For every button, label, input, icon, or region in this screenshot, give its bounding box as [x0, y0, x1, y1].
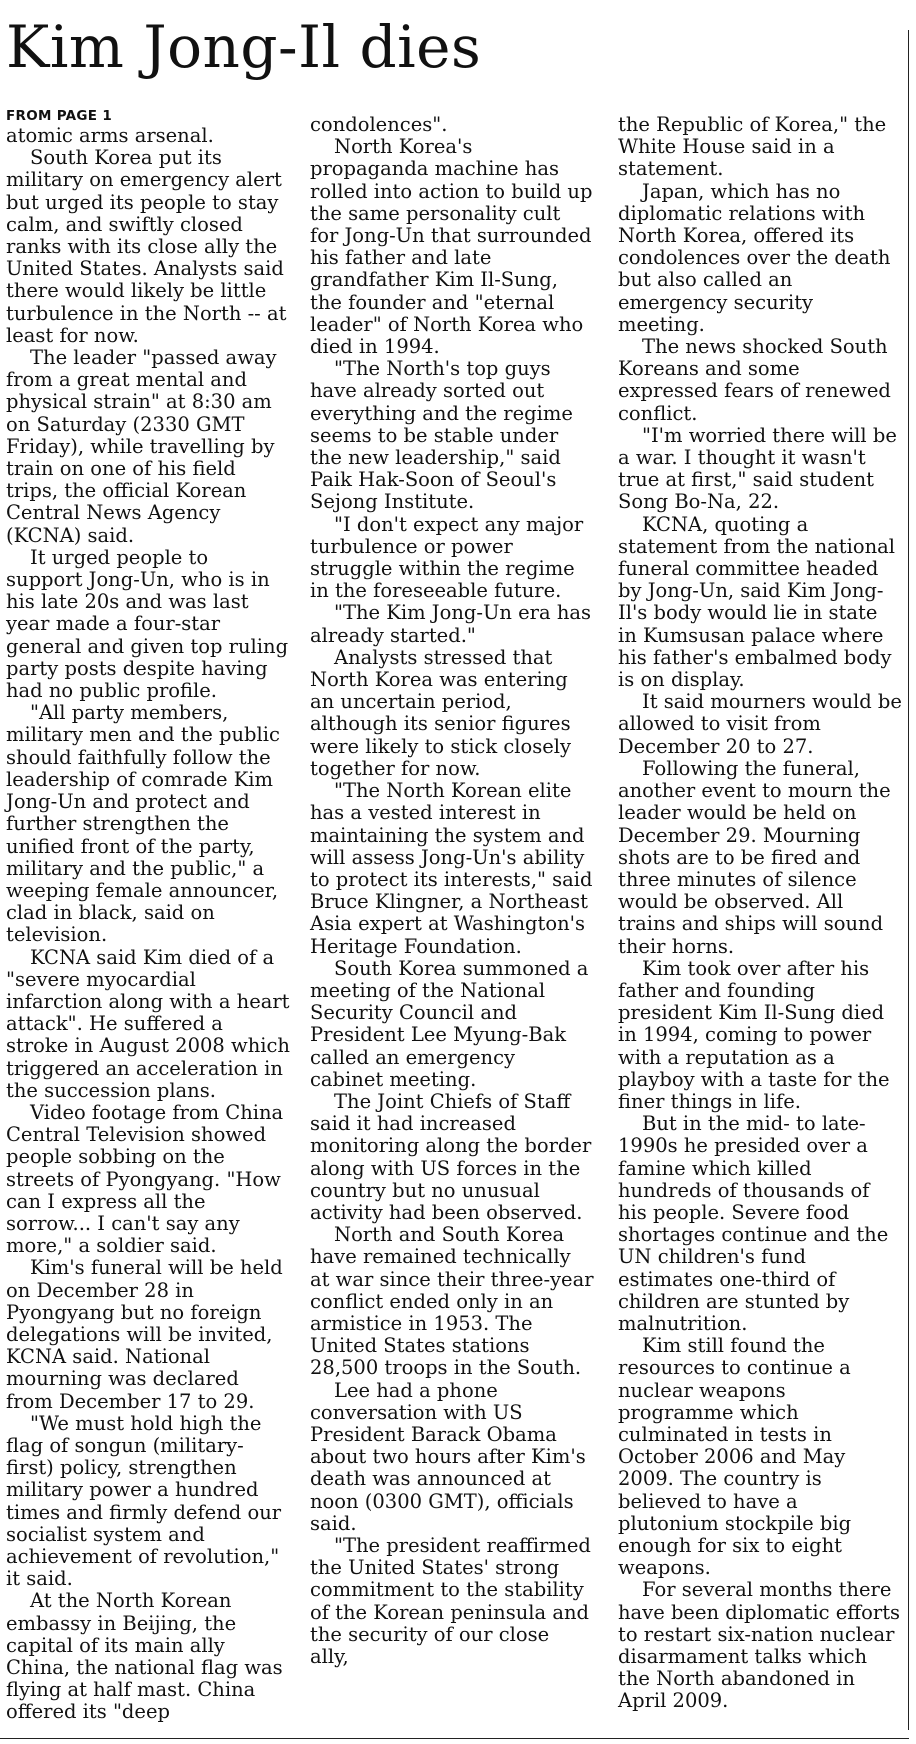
paragraph: "The North Korean elite has a vested interest in maintaining the system and will assess Jong-Un's ability to protect its interests," said Bruce Klingner, a Northeast Asia expert at Washington's Heritage Foundation.	[310, 779, 593, 958]
paragraph: Kim took over after his father and founding president Kim Il-Sung died in 1994, coming to power with a reputation as a playboy with a taste for the finer things in life.	[618, 956, 890, 1113]
paragraph: It urged people to support Jong-Un, who is in his late 20s and was last year made a four-star general and given top ruling party posts despite having had no public profile.	[6, 545, 289, 703]
paragraph: Lee had a phone conversation with US President Barack Obama about two hours after Kim's death was announced at noon (0300 GMT), officials said.	[310, 1378, 586, 1535]
continuation-kicker: FROM PAGE 1	[6, 108, 113, 124]
paragraph: South Korea put its military on emergency alert but urged its people to stay calm, and swiftly closed ranks with its close ally the United States. Analysts said there would likely be little turbulence in the North -- at least for now.	[6, 146, 287, 347]
paragraph: Analysts stressed that North Korea was entering an uncertain period, although its senior figures were likely to stick closely together for now.	[310, 645, 572, 780]
paragraph: South Korea summoned a meeting of the National Security Council and President Lee Myung-Bak called an emergency cabinet meeting.	[310, 956, 589, 1091]
paragraph: "I don't expect any major turbulence or power struggle within the regime in the foreseeable future.	[310, 512, 584, 603]
paragraph: the Republic of Korea," the White House said in a statement.	[618, 113, 887, 181]
paragraph: Following the funeral, another event to mourn the leader would be held on December 29. Mourning shots are to be fired and three minutes of silence would be observed. All trains and ships will sound their horns.	[618, 756, 891, 958]
paragraph: North and South Korea have remained technically at war since their three-year conflict ended only in an armistice in 1953. The United States stations 28,500 troops in the South.	[310, 1223, 594, 1380]
paragraph: The news shocked South Koreans and some expressed fears of renewed conflict.	[618, 335, 891, 425]
paragraph: For several months there have been diplomatic efforts to restart six-nation nuclear disarmament talks which the North abandoned in April 2009.	[618, 1578, 901, 1713]
paragraph: KCNA said Kim died of a "severe myocardial infarction along with a heart attack". He suffered a stroke in August 2008 which triggered an acceleration in the succession plans.	[6, 945, 290, 1102]
paragraph: Kim's funeral will be held on December 28 in Pyongyang but no foreign delegations will be invited, KCNA said. National mourning was declared from December 17 to 29.	[6, 1256, 283, 1413]
article-column-1	[6, 108, 290, 1724]
paragraph: At the North Korean embassy in Beijing, the capital of its main ally China, the national flag was flying at half mast. China offered its "deep	[6, 1589, 283, 1724]
paragraph: The leader "passed away from a great mental and physical strain" at 8:30 am on Saturday (2330 GMT Friday), while travelling by train on one of his field trips, the official Korean Central News Agency (KCNA) said.	[6, 346, 277, 547]
paragraph: "The Kim Jong-Un era has already started."	[310, 601, 592, 647]
headline: Kim Jong-Il dies	[6, 13, 482, 81]
paragraph: The Joint Chiefs of Staff said it had increased monitoring along the border along with US forces in the country but no unusual activity had been observed.	[310, 1089, 592, 1224]
bottom-border-line	[0, 1738, 909, 1739]
article-column-3	[618, 114, 902, 1713]
paragraph: Japan, which has no diplomatic relations with North Korea, offered its condolences over the death but also called an emergency security meeting.	[618, 179, 891, 336]
paragraph: condolences".	[310, 113, 448, 136]
paragraph: "All party members, military men and the public should faithfully follow the leadership of comrade Kim Jong-Un and protect and further strengthen the unified front of the party, military and the public," a weeping female announcer, clad in black, said on television.	[6, 701, 280, 947]
paragraph: "We must hold high the flag of songun (military-first) policy, strengthen military power a hundred times and firmly defend our socialist system and achievement of revolution," it said.	[6, 1411, 282, 1591]
article-column-2	[310, 114, 594, 1668]
right-border-line	[908, 30, 909, 1730]
paragraph: atomic arms arsenal.	[6, 124, 214, 147]
paragraph: "The North's top guys have already sorted out everything and the regime seems to be stable under the new leadership," said Paik Hak-Soon of Seoul's Sejong Institute.	[310, 357, 573, 514]
paragraph: "The president reaffirmed the United States' strong commitment to the stability of the Korean peninsula and the security of our close ally,	[310, 1534, 591, 1669]
paragraph: Video footage from China Central Television showed people sobbing on the streets of Pyongyang. "How can I express all the sorrow... I can't say any more," a soldier said.	[6, 1100, 284, 1258]
paragraph: North Korea's propaganda machine has rolled into action to build up the same personality cult for Jong-Un that surrounded his father and late grandfather Kim Il-Sung, the founder and "eternal leader" of North Korea who died in 1994.	[310, 135, 593, 359]
paragraph: Kim still found the resources to continue a nuclear weapons programme which culminated in tests in October 2006 and May 2009. The country is believed to have a plutonium stockpile big enough for six to eight weapons.	[618, 1334, 852, 1580]
paragraph: KCNA, quoting a statement from the national funeral committee headed by Jong-Un, said Kim Jong-Il's body would lie in state in Kumsusan palace where his father's embalmed body is on display.	[618, 512, 895, 692]
paragraph: It said mourners would be allowed to visit from December 20 to 27.	[618, 690, 902, 758]
paragraph: But in the mid- to late-1990s he presided over a famine which killed hundreds of thousands of his people. Severe food shortages continue and the UN children's fund estimates one-third of children are stunted by malnutrition.	[618, 1112, 889, 1335]
paragraph: "I'm worried there will be a war. I thought it wasn't true at first," said student Song Bo-Na, 22.	[618, 423, 897, 514]
